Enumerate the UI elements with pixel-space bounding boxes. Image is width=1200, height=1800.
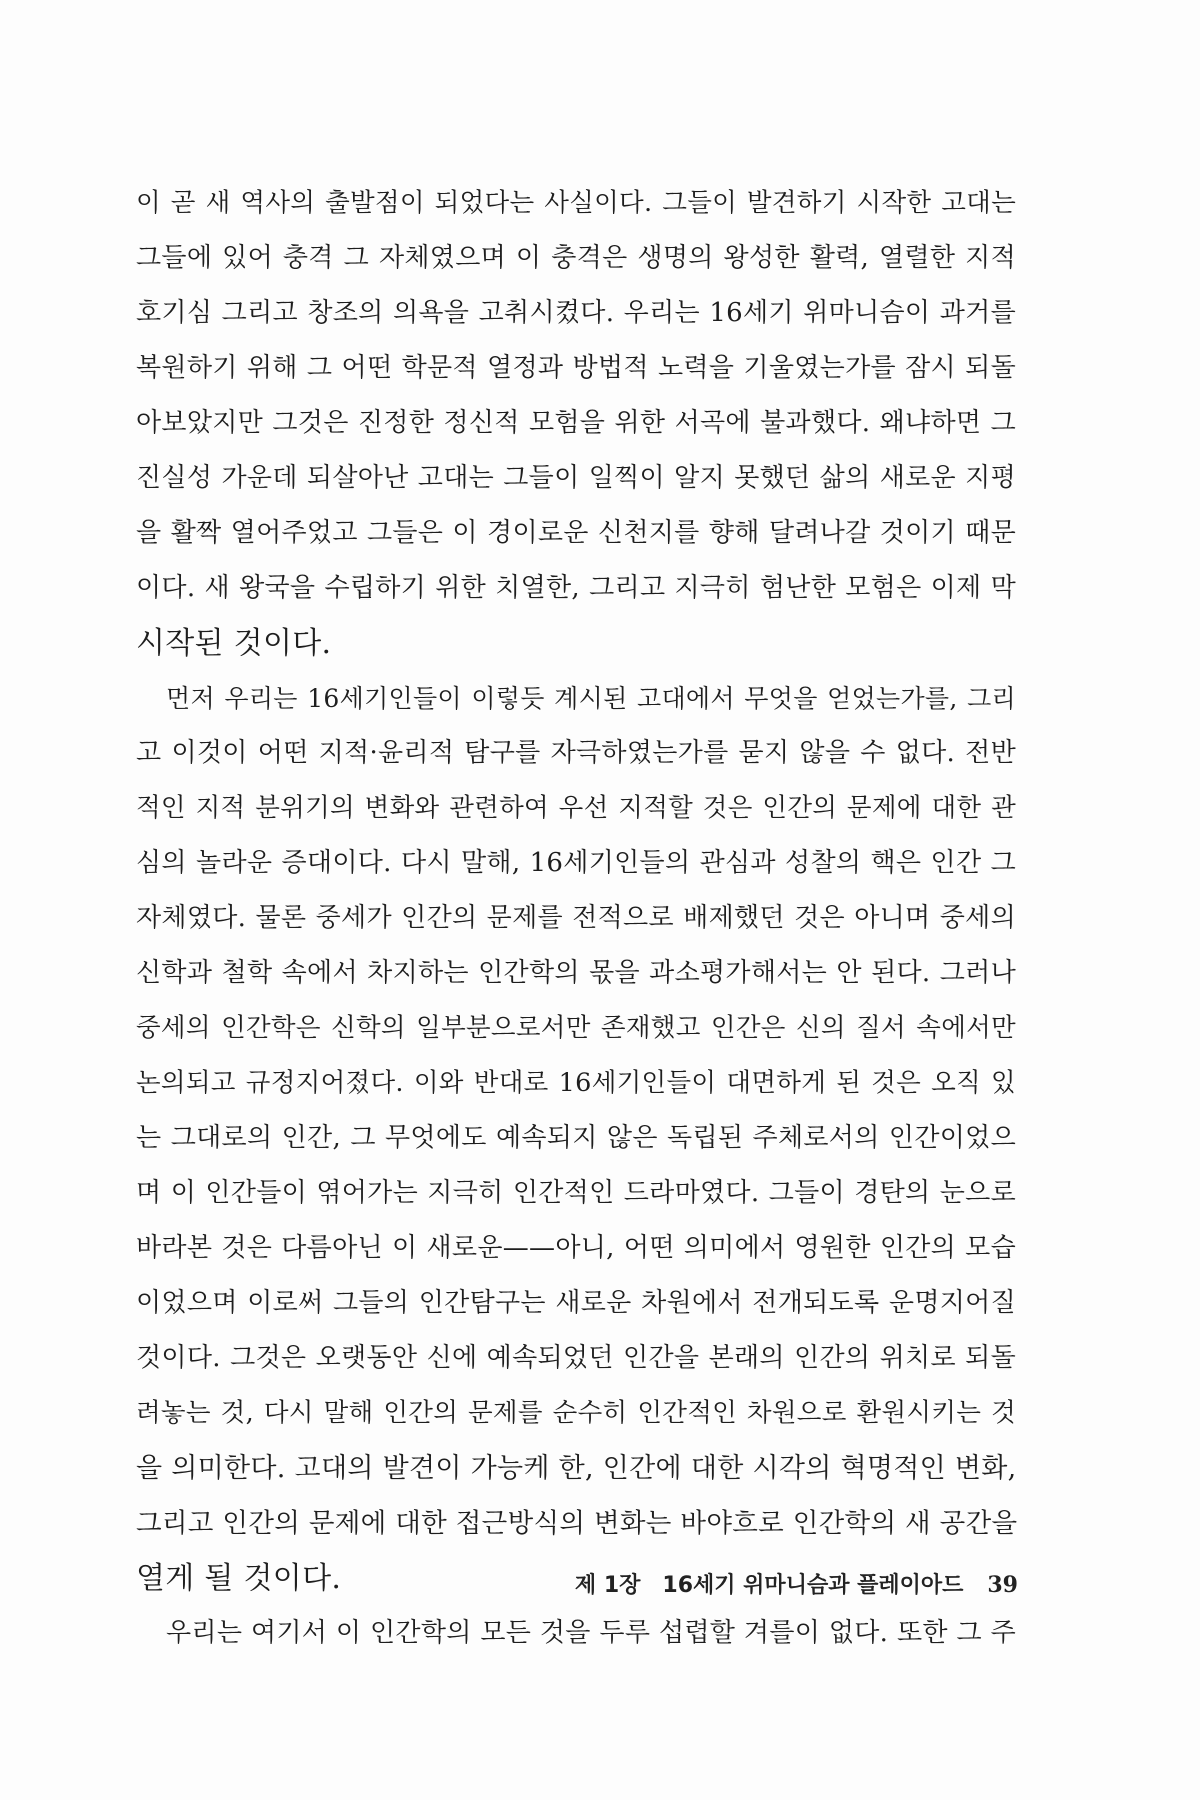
running-footer [575,1568,1018,1599]
text-line: 시작된 것이다. [136,626,332,661]
text-line: 고 이것이 어떤 지적·윤리적 탐구를 자극하였는가를 묻지 않을 수 없다. 전반 [136,738,1016,768]
body-text [136,176,1016,1661]
text-line: 우리는 여기서 이 인간학의 모든 것을 두루 섭렵할 겨를이 없다. 또한 그 주 [166,1618,1016,1648]
text-line: 그들에 있어 충격 그 자체였으며 이 충격은 생명의 왕성한 활력, 열렬한 지적 [136,243,1016,273]
text-line: 중세의 인간학은 신학의 일부분으로서만 존재했고 인간은 신의 질서 속에서만 [136,1013,1016,1043]
text-line: 것이다. 그것은 오랫동안 신에 예속되었던 인간을 본래의 인간의 위치로 되돌 [136,1343,1016,1373]
text-line: 이다. 새 왕국을 수립하기 위한 치열한, 그리고 지극히 험난한 모험은 이제 막 [136,573,1016,603]
text-line: 자체였다. 물론 중세가 인간의 문제를 전적으로 배제했던 것은 아니며 중세의 [136,903,1016,933]
text-line: 는 그대로의 인간, 그 무엇에도 예속되지 않은 독립된 주체로서의 인간이었으 [136,1123,1016,1153]
chapter-title: 16세기 위마니슴과 플레이아드 [662,1573,964,1598]
text-line: 을 의미한다. 고대의 발견이 가능케 한, 인간에 대한 시각의 혁명적인 변화, [136,1453,1017,1484]
text-line: 신학과 철학 속에서 차지하는 인간학의 몫을 과소평가해서는 안 된다. 그러나 [136,958,1016,988]
text-line: 복원하기 위해 그 어떤 학문적 열정과 방법적 노력을 기울였는가를 잠시 되돌 [136,353,1016,383]
text-line: 바라본 것은 다름아닌 이 새로운——아니, 어떤 의미에서 영원한 인간의 모습 [136,1233,1016,1263]
text-line: 이었으며 이로써 그들의 인간탐구는 새로운 차원에서 전개되도록 운명지어질 [136,1288,1016,1318]
text-line: 진실성 가운데 되살아난 고대는 그들이 일찍이 알지 못했던 삶의 새로운 지평 [136,463,1016,493]
text-line: 심의 놀라운 증대이다. 다시 말해, 16세기인들의 관심과 성찰의 핵은 인간 그 [136,848,1016,878]
text-line: 호기심 그리고 창조의 의욕을 고취시켰다. 우리는 16세기 위마니슴이 과거를 [136,298,1016,328]
page-number: 39 [987,1572,1018,1598]
chapter-label: 제 1장 [574,1573,641,1598]
text-line: 을 활짝 열어주었고 그들은 이 경이로운 신천지를 향해 달려나갈 것이기 때문 [136,518,1016,548]
text-line: 아보았지만 그것은 진정한 정신적 모험을 위한 서곡에 불과했다. 왜냐하면 그 [136,408,1016,438]
text-line: 먼저 우리는 16세기인들이 이렇듯 계시된 고대에서 무엇을 얻었는가를, 그리 [166,684,1016,713]
text-line: 논의되고 규정지어졌다. 이와 반대로 16세기인들이 대면하게 된 것은 오직 있 [136,1068,1016,1098]
text-line: 적인 지적 분위기의 변화와 관련하여 우선 지적할 것은 인간의 문제에 대한 관 [136,793,1016,823]
text-line: 이 곧 새 역사의 출발점이 되었다는 사실이다. 그들이 발견하기 시작한 고대는 [136,188,1016,218]
text-line: 열게 될 것이다. [136,1561,342,1596]
text-line: 며 이 인간들이 엮어가는 지극히 인간적인 드라마였다. 그들이 경탄의 눈으로 [136,1178,1016,1208]
text-line: 려놓는 것, 다시 말해 인간의 문제를 순수히 인간적인 차원으로 환원시키는 것 [136,1398,1016,1428]
text-line: 그리고 인간의 문제에 대한 접근방식의 변화는 바야흐로 인간학의 새 공간을 [136,1508,1018,1539]
